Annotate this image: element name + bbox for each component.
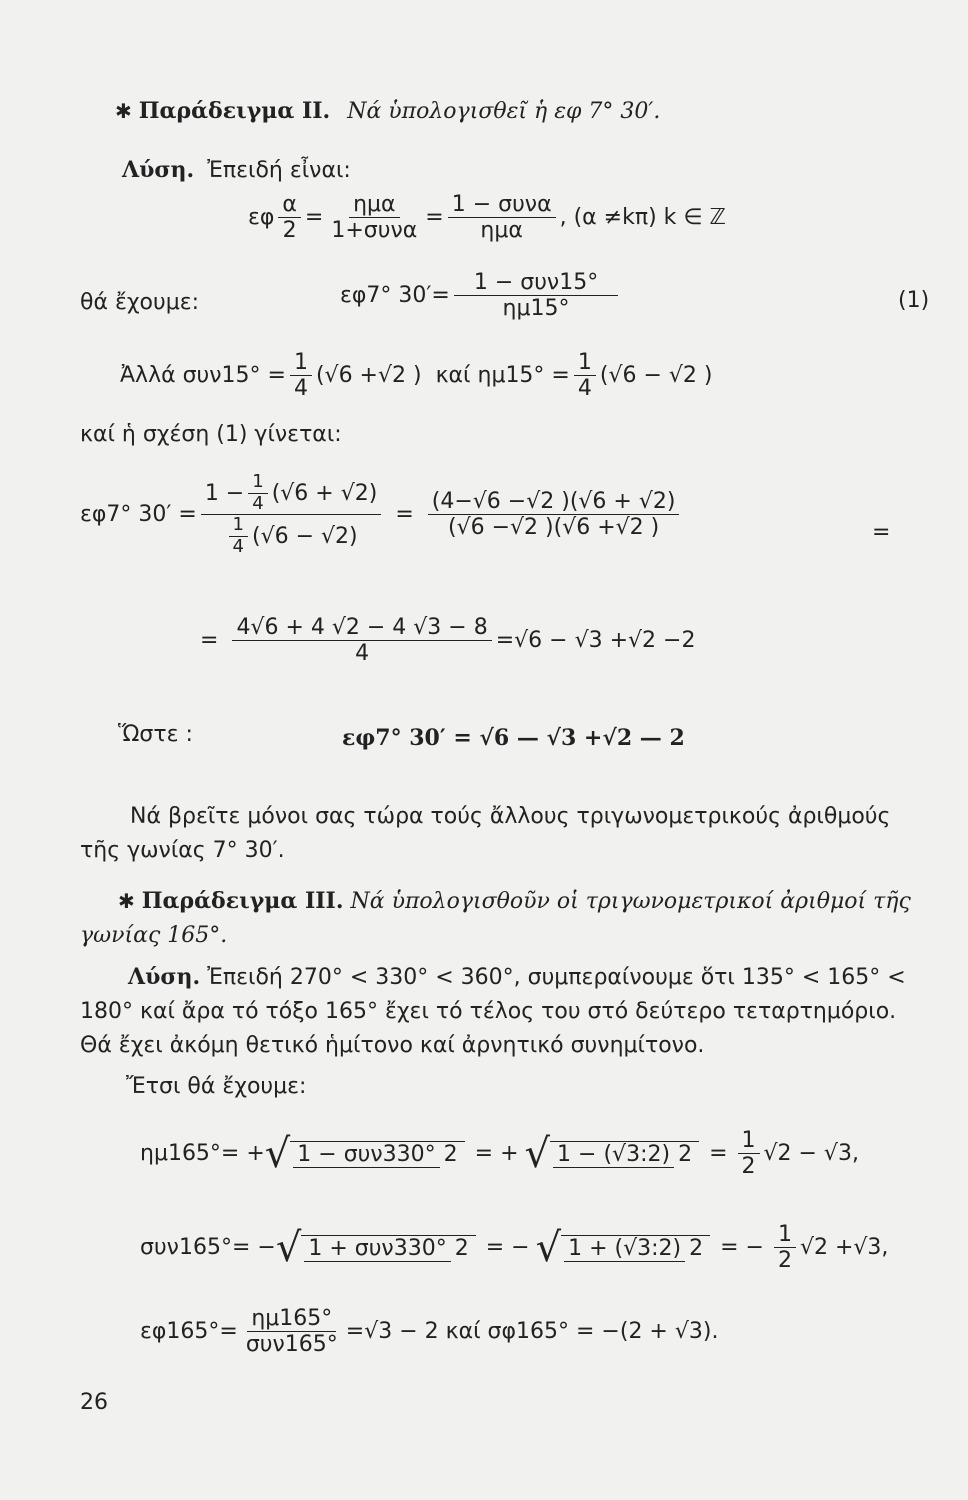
- cos-eq2: = −: [485, 1235, 530, 1261]
- sin-eq3: =: [709, 1141, 728, 1167]
- half-den-2: 2: [777, 1248, 792, 1274]
- star-icon: ✱: [115, 99, 132, 123]
- sin-f2-den: 2: [678, 1141, 693, 1167]
- example2-heading: [115, 98, 660, 124]
- thus-result: εφ7° 30′ = √6 — √3 +√2 — 2: [342, 725, 685, 751]
- cos-result: √2 +√3,: [799, 1235, 889, 1261]
- page-number: 26: [80, 1390, 108, 1415]
- example3-heading: [80, 884, 930, 953]
- tan-den: συν165°: [245, 1332, 338, 1358]
- tan165-equation: [140, 1306, 718, 1358]
- cos-f2-num: 1 + (√3:2): [564, 1236, 685, 1262]
- relation-text: καί ἡ σχέση (1) γίνεται:: [80, 422, 342, 447]
- big-mid-num: (4−√6 −√2 )(√6 + √2): [428, 489, 680, 515]
- cos-f1-den: 2: [454, 1235, 469, 1261]
- example3-title: Παράδειγμα ΙΙΙ.: [141, 888, 344, 914]
- tan-lhs: εφ165°=: [140, 1319, 238, 1345]
- cos-lhs: συν165°= −: [140, 1235, 276, 1261]
- big-left-numerator: [201, 472, 382, 515]
- big-eq-trailing: =: [872, 520, 891, 545]
- thus-label: Ὥστε :: [118, 722, 193, 747]
- eq1-num: 1 − συν15°: [454, 270, 618, 296]
- star-icon: ✱: [118, 889, 135, 913]
- tan-result: =√3 − 2 καί σφ165° = −(2 + √3).: [345, 1319, 719, 1345]
- half-num: 1: [738, 1128, 760, 1154]
- example3-solution-text: Ἐπειδή 270° < 330° < 360°, συμπεραίνουμε ὅτι 135° < 165° < 180° καί ἄρα τό τόξο 165° ἔχει τό τέλος του στό δεύτερο τεταρτημόριο. Θά ἔχει ἀκόμη θετικό ἡμίτονο καί ἀρνητικό συνημίτονο.: [80, 965, 906, 1058]
- big-q-num-2: 1: [229, 515, 248, 537]
- identity-a-den: 2: [282, 218, 297, 244]
- big-q-den-2: 4: [232, 536, 244, 558]
- tan-num: ημ165°: [247, 1306, 336, 1332]
- cos-eq3: = −: [720, 1235, 764, 1261]
- identity-f1-den: 1+συνα: [331, 218, 418, 244]
- cos-f1-num: 1 + συν330°: [304, 1236, 450, 1262]
- cos165-equation: συν165°= − √ 1 + συν330° 2 = − √ 1 + (√3:2) 2 = − $\frac{1}{2}$ √2 +√3,: [140, 1222, 889, 1274]
- big-num-2: (√6 + √2): [271, 480, 378, 506]
- quarter-den-2: 4: [577, 376, 592, 402]
- identity-a-num: α: [278, 192, 301, 218]
- example3-task: Νά ὑπολογισθοῦν οἱ τριγωνομετρικοί ἀριθμοί τῆς γωνίας 165°.: [80, 889, 911, 948]
- so-text: Ἔτσι θά ἔχουμε:: [126, 1074, 307, 1099]
- line2-num: 4√6 + 4 √2 − 4 √3 − 8: [232, 615, 491, 641]
- half-num-2: 1: [774, 1222, 796, 1248]
- cos-f2-den: 2: [689, 1235, 704, 1261]
- sin-f2-num: 1 − (√3:2): [553, 1142, 674, 1168]
- sin-f1-num: 1 − συν330°: [293, 1142, 439, 1168]
- line2-den: 4: [355, 641, 370, 667]
- solution-intro-text: Ἐπειδή εἶναι:: [207, 158, 351, 183]
- identity-f1-num: ημα: [349, 192, 399, 218]
- but-text: Ἀλλά συν15° =: [120, 363, 286, 389]
- identity-condition: , (α ≠kπ) k ∈ ℤ: [559, 205, 726, 231]
- example2-solution-intro: [122, 157, 351, 183]
- solution-label: Λύση.: [122, 157, 195, 183]
- equation-1: [340, 270, 622, 322]
- we-have-label: θά ἔχουμε:: [80, 290, 200, 315]
- line2-result: =√6 − √3 +√2 −2: [495, 628, 696, 654]
- and-sin-text: καί ημ15° =: [435, 363, 570, 389]
- line2-eq: =: [200, 628, 219, 654]
- identity-eq: =: [304, 205, 324, 231]
- eq1-den: ημ15°: [502, 296, 570, 322]
- simplification-line: [200, 615, 695, 667]
- eq1-lhs: εφ7° 30′=: [340, 283, 450, 309]
- identity-eq-2: =: [425, 205, 444, 231]
- big-q-den: 4: [252, 492, 264, 514]
- sin-result: √2 − √3,: [763, 1141, 859, 1167]
- half-den: 2: [741, 1154, 756, 1180]
- quarter-num-2: 1: [574, 350, 596, 376]
- identity-f2-num: 1 − συνα: [448, 192, 556, 218]
- but-line: [120, 350, 713, 402]
- sin165-equation: ημ165°= + √ 1 − συν330° 2 = + √ 1 − (√3:2) 2 = $\frac{1}{2}$ √2 − √3,: [140, 1128, 859, 1180]
- exercise-text: Νά βρεῖτε μόνοι σας τώρα τούς ἄλλους τριγωνομετρικούς ἀριθμούς τῆς γωνίας 7° 30′.: [80, 804, 891, 863]
- big-equation: [80, 472, 683, 558]
- identity-lhs: εφ: [248, 205, 275, 231]
- big-eq: =: [395, 502, 414, 528]
- cos15-expr: (√6 +√2 ): [315, 363, 422, 389]
- half-angle-identity: [248, 192, 726, 244]
- sin15-expr: (√6 − √2 ): [599, 363, 713, 389]
- big-den-2: (√6 − √2): [251, 523, 358, 549]
- big-left-denominator: [221, 515, 362, 557]
- big-lhs: εφ7° 30′ =: [80, 502, 197, 528]
- identity-f2-den: ημα: [480, 218, 523, 244]
- solution-label-3: Λύση.: [128, 964, 201, 990]
- sin-lhs: ημ165°= +: [140, 1141, 265, 1167]
- big-num-1: 1 −: [204, 480, 245, 506]
- big-mid-den: (√6 −√2 )(√6 +√2 ): [447, 515, 660, 541]
- eq1-tag: (1): [898, 288, 930, 313]
- sin-f1-den: 2: [443, 1141, 458, 1167]
- sin-eq2: = +: [474, 1141, 519, 1167]
- example2-task: Νά ὑπολογισθεῖ ἡ εφ 7° 30′.: [347, 99, 661, 124]
- big-q-num: 1: [248, 472, 267, 494]
- quarter-num: 1: [290, 350, 312, 376]
- example2-title: Παράδειγμα ΙΙ.: [138, 98, 331, 124]
- quarter-den: 4: [293, 376, 308, 402]
- example3-solution: [80, 960, 930, 1063]
